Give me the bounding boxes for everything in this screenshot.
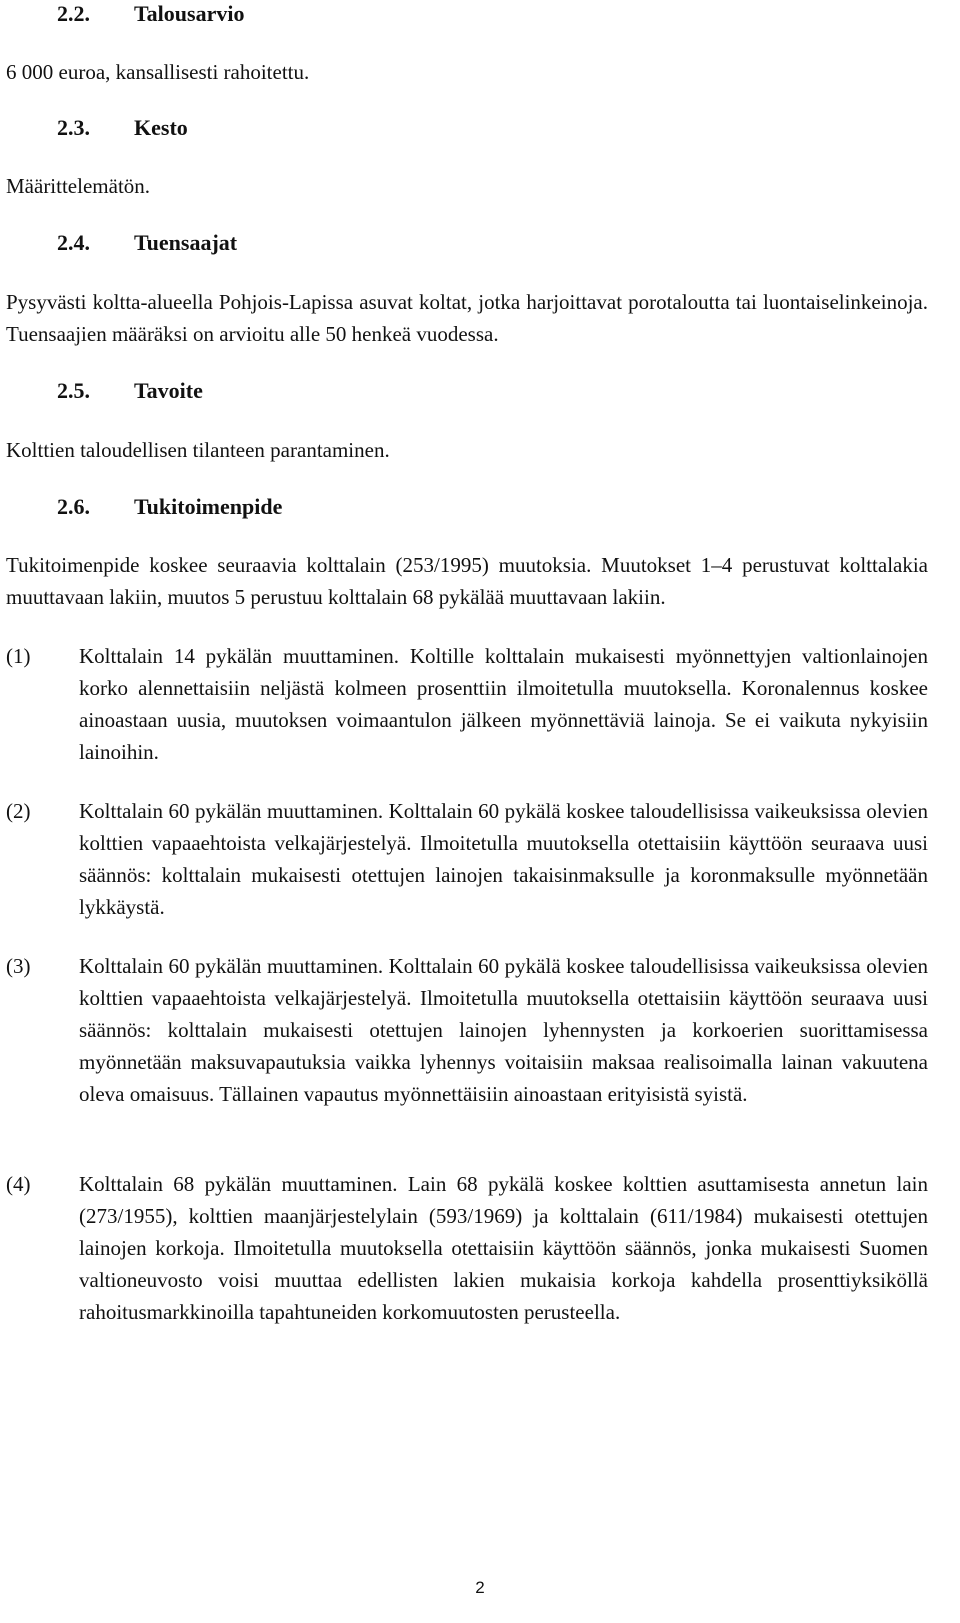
amendment-text: Kolttalain 14 pykälän muuttaminen. Koltille kolttalain mukaisesti myönnettyjen valtionlainojen korko alennettaisiin neljästä kolmeen prosenttiin ilmoitetulla muutoksella. Koronalennus koskee ainoastaan uusia, muutoksen voimaantulon jälkeen myönnettäviä lainoja. Se ei vaikuta nykyisiin lainoihin. <box>79 644 928 764</box>
objective-text: Kolttien taloudellisen tilanteen parantaminen. <box>6 438 390 462</box>
amendment-item-1 <box>6 640 928 768</box>
section-number: 2.4. <box>57 230 90 255</box>
section-heading-beneficiaries <box>57 229 237 257</box>
section-heading-objective <box>57 377 203 405</box>
section-title: Tuensaajat <box>134 230 238 255</box>
section-title: Tavoite <box>134 378 203 403</box>
section-number: 2.3. <box>57 115 90 140</box>
amendment-item-4 <box>6 1168 928 1328</box>
page-number: 2 <box>475 1578 485 1597</box>
section-heading-duration <box>57 114 188 142</box>
duration-text: Määrittelemätön. <box>6 174 151 198</box>
section-number: 2.6. <box>57 494 90 519</box>
amendment-marker: (1) <box>6 644 31 668</box>
amendment-text: Kolttalain 60 pykälän muuttaminen. Kolttalain 60 pykälä koskee taloudellisissa vaikeuksissa olevien kolttien vapaaehtoista velkajärjestelyä. Ilmoitetulla muutoksella otettaisiin käyttöön seuraava uusi säännös: kolttalain mukaisesti otettujen lainojen lyhennysten ja korkoerien suorittamisessa myönnetään maksuvapautuksia vaikka lyhennys voitaisiin maksaa realisoimalla lainan vakuutena oleva omaisuus. Tällainen vapautus myönnettäisiin ainoastaan erityisistä syistä. <box>79 954 928 1106</box>
section-title: Tukitoimenpide <box>134 494 283 519</box>
amendment-text: Kolttalain 68 pykälän muuttaminen. Lain 68 pykälä koskee kolttien asuttamisesta annetun lain (273/1955), kolttien maanjärjestelylain (593/1969) ja kolttalain (611/1984) mukaisesti otettujen lainojen korkoja. Ilmoitetulla muutoksella otettaisiin käyttöön säännös, jonka mukaisesti Suomen valtioneuvosto voisi muuttaa edellisten lakien mukaisia korkoja kahdella prosenttiyksiköllä rahoitusmarkkinoilla tapahtuneiden korkomuutosten perusteella. <box>79 1172 928 1324</box>
section-heading-budget <box>57 0 244 28</box>
section-title: Talousarvio <box>134 1 245 26</box>
section-number: 2.5. <box>57 378 90 403</box>
budget-text: 6 000 euroa, kansallisesti rahoitettu. <box>6 60 310 84</box>
amendment-marker: (3) <box>6 954 31 978</box>
amendment-marker: (4) <box>6 1172 31 1196</box>
measure-text: Tukitoimenpide koskee seuraavia kolttalain (253/1995) muutoksia. Muutokset 1–4 perustuvat kolttalakia muuttavaan lakiin, muutos 5 perustuu kolttalain 68 pykälää muuttavaan lakiin. <box>6 553 928 609</box>
amendment-item-2 <box>6 795 928 923</box>
amendment-item-3 <box>6 950 928 1110</box>
section-heading-measure <box>57 493 282 521</box>
section-title: Kesto <box>134 115 188 140</box>
beneficiaries-text: Pysyvästi koltta-alueella Pohjois-Lapissa asuvat koltat, jotka harjoittavat porotaloutta tai luontaiselinkeinoja. Tuensaajien määräksi on arvioitu alle 50 henkeä vuodessa. <box>6 290 928 346</box>
amendment-text: Kolttalain 60 pykälän muuttaminen. Kolttalain 60 pykälä koskee taloudellisissa vaikeuksissa olevien kolttien vapaaehtoista velkajärjestelyä. Ilmoitetulla muutoksella otettaisiin käyttöön seuraava uusi säännös: kolttalain mukaisesti otettujen lainojen takaisinmaksulle ja koronmaksulle myönnetään lykkäystä. <box>79 799 928 919</box>
section-number: 2.2. <box>57 1 90 26</box>
amendment-marker: (2) <box>6 799 31 823</box>
